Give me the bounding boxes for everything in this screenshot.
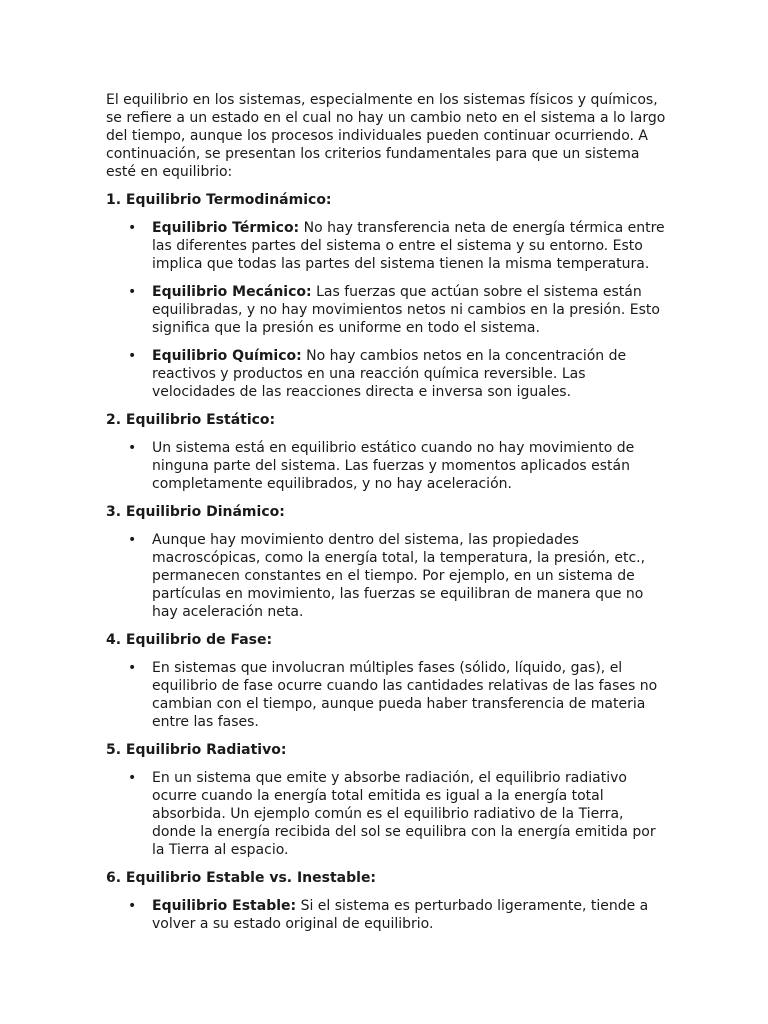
section-heading-termodinamico: 1. Equilibrio Termodinámico: (106, 192, 332, 208)
section-heading-estable-inestable: 6. Equilibrio Estable vs. Inestable: (106, 870, 377, 886)
section-heading-estatico: 2. Equilibrio Estático: (106, 412, 276, 428)
bullet-text: No hay cambios netos en la concentración de reactivos y productos en una reacción química reversible. Las velocidades de las reacciones directa e inversa son iguales. (152, 348, 627, 400)
list-item (152, 283, 668, 337)
bullet-term: Equilibrio Mecánico: (152, 284, 312, 300)
bullet-term: Equilibrio Estable: (152, 898, 297, 914)
bullet-text: Las fuerzas que actúan sobre el sistema están equilibradas, y no hay movimientos netos ni cambios en la presión. Esto significa que la presión es uniforme en todo el sistema. (152, 284, 660, 336)
bullet-text: Si el sistema es perturbado ligeramente, tiende a volver a su estado original de equilibrio. (152, 898, 649, 932)
bullet-list-fase (106, 659, 668, 731)
bullet-list-dinamico (106, 531, 668, 621)
bullet-text: No hay transferencia neta de energía térmica entre las diferentes partes del sistema o entre el sistema y su entorno. Esto implica que todas las partes del sistema tienen la misma temperatura. (152, 220, 665, 272)
bullet-list-radiativo (106, 769, 668, 859)
section-heading-fase: 4. Equilibrio de Fase: (106, 632, 273, 648)
bullet-list-estable-inestable (106, 897, 668, 933)
bullet-text: Un sistema está en equilibrio estático cuando no hay movimiento de ninguna parte del sistema. Las fuerzas y momentos aplicados están completamente equilibrados, y no hay aceleración. (152, 440, 635, 492)
list-item (152, 769, 668, 859)
intro-paragraph: El equilibrio en los sistemas, especialmente en los sistemas físicos y químicos, se refiere a un estado en el cual no hay un cambio neto en el sistema a lo largo del tiempo, aunque los procesos individuales pueden continuar ocurriendo. A continuación, se presentan los criterios fundamentales para que un sistema esté en equilibrio: (106, 92, 666, 180)
bullet-list-estatico (106, 439, 668, 493)
list-item (152, 439, 668, 493)
list-item (152, 347, 668, 401)
bullet-text: Aunque hay movimiento dentro del sistema, las propiedades macroscópicas, como la energía total, la temperatura, la presión, etc., permanecen constantes en el tiempo. Por ejemplo, en un sistema de partículas en movimiento, las fuerzas se equilibran de manera que no hay aceleración neta. (152, 532, 646, 620)
list-item (152, 897, 668, 933)
bullet-list-termodinamico (106, 219, 668, 401)
list-item (152, 531, 668, 621)
list-item (152, 659, 668, 731)
bullet-text: En un sistema que emite y absorbe radiación, el equilibrio radiativo ocurre cuando la energía total emitida es igual a la energía total absorbida. Un ejemplo común es el equilibrio radiativo de la Tierra, donde la energía recibida del sol se equilibra con la energía emitida por la Tierra al espacio. (152, 770, 656, 858)
bullet-term: Equilibrio Térmico: (152, 220, 300, 236)
section-heading-radiativo: 5. Equilibrio Radiativo: (106, 742, 287, 758)
list-item (152, 219, 668, 273)
bullet-text: En sistemas que involucran múltiples fases (sólido, líquido, gas), el equilibrio de fase ocurre cuando las cantidades relativas de las fases no cambian con el tiempo, aunque pueda haber transferencia de materia entre las fases. (152, 660, 658, 730)
bullet-term: Equilibrio Químico: (152, 348, 302, 364)
section-heading-dinamico: 3. Equilibrio Dinámico: (106, 504, 285, 520)
